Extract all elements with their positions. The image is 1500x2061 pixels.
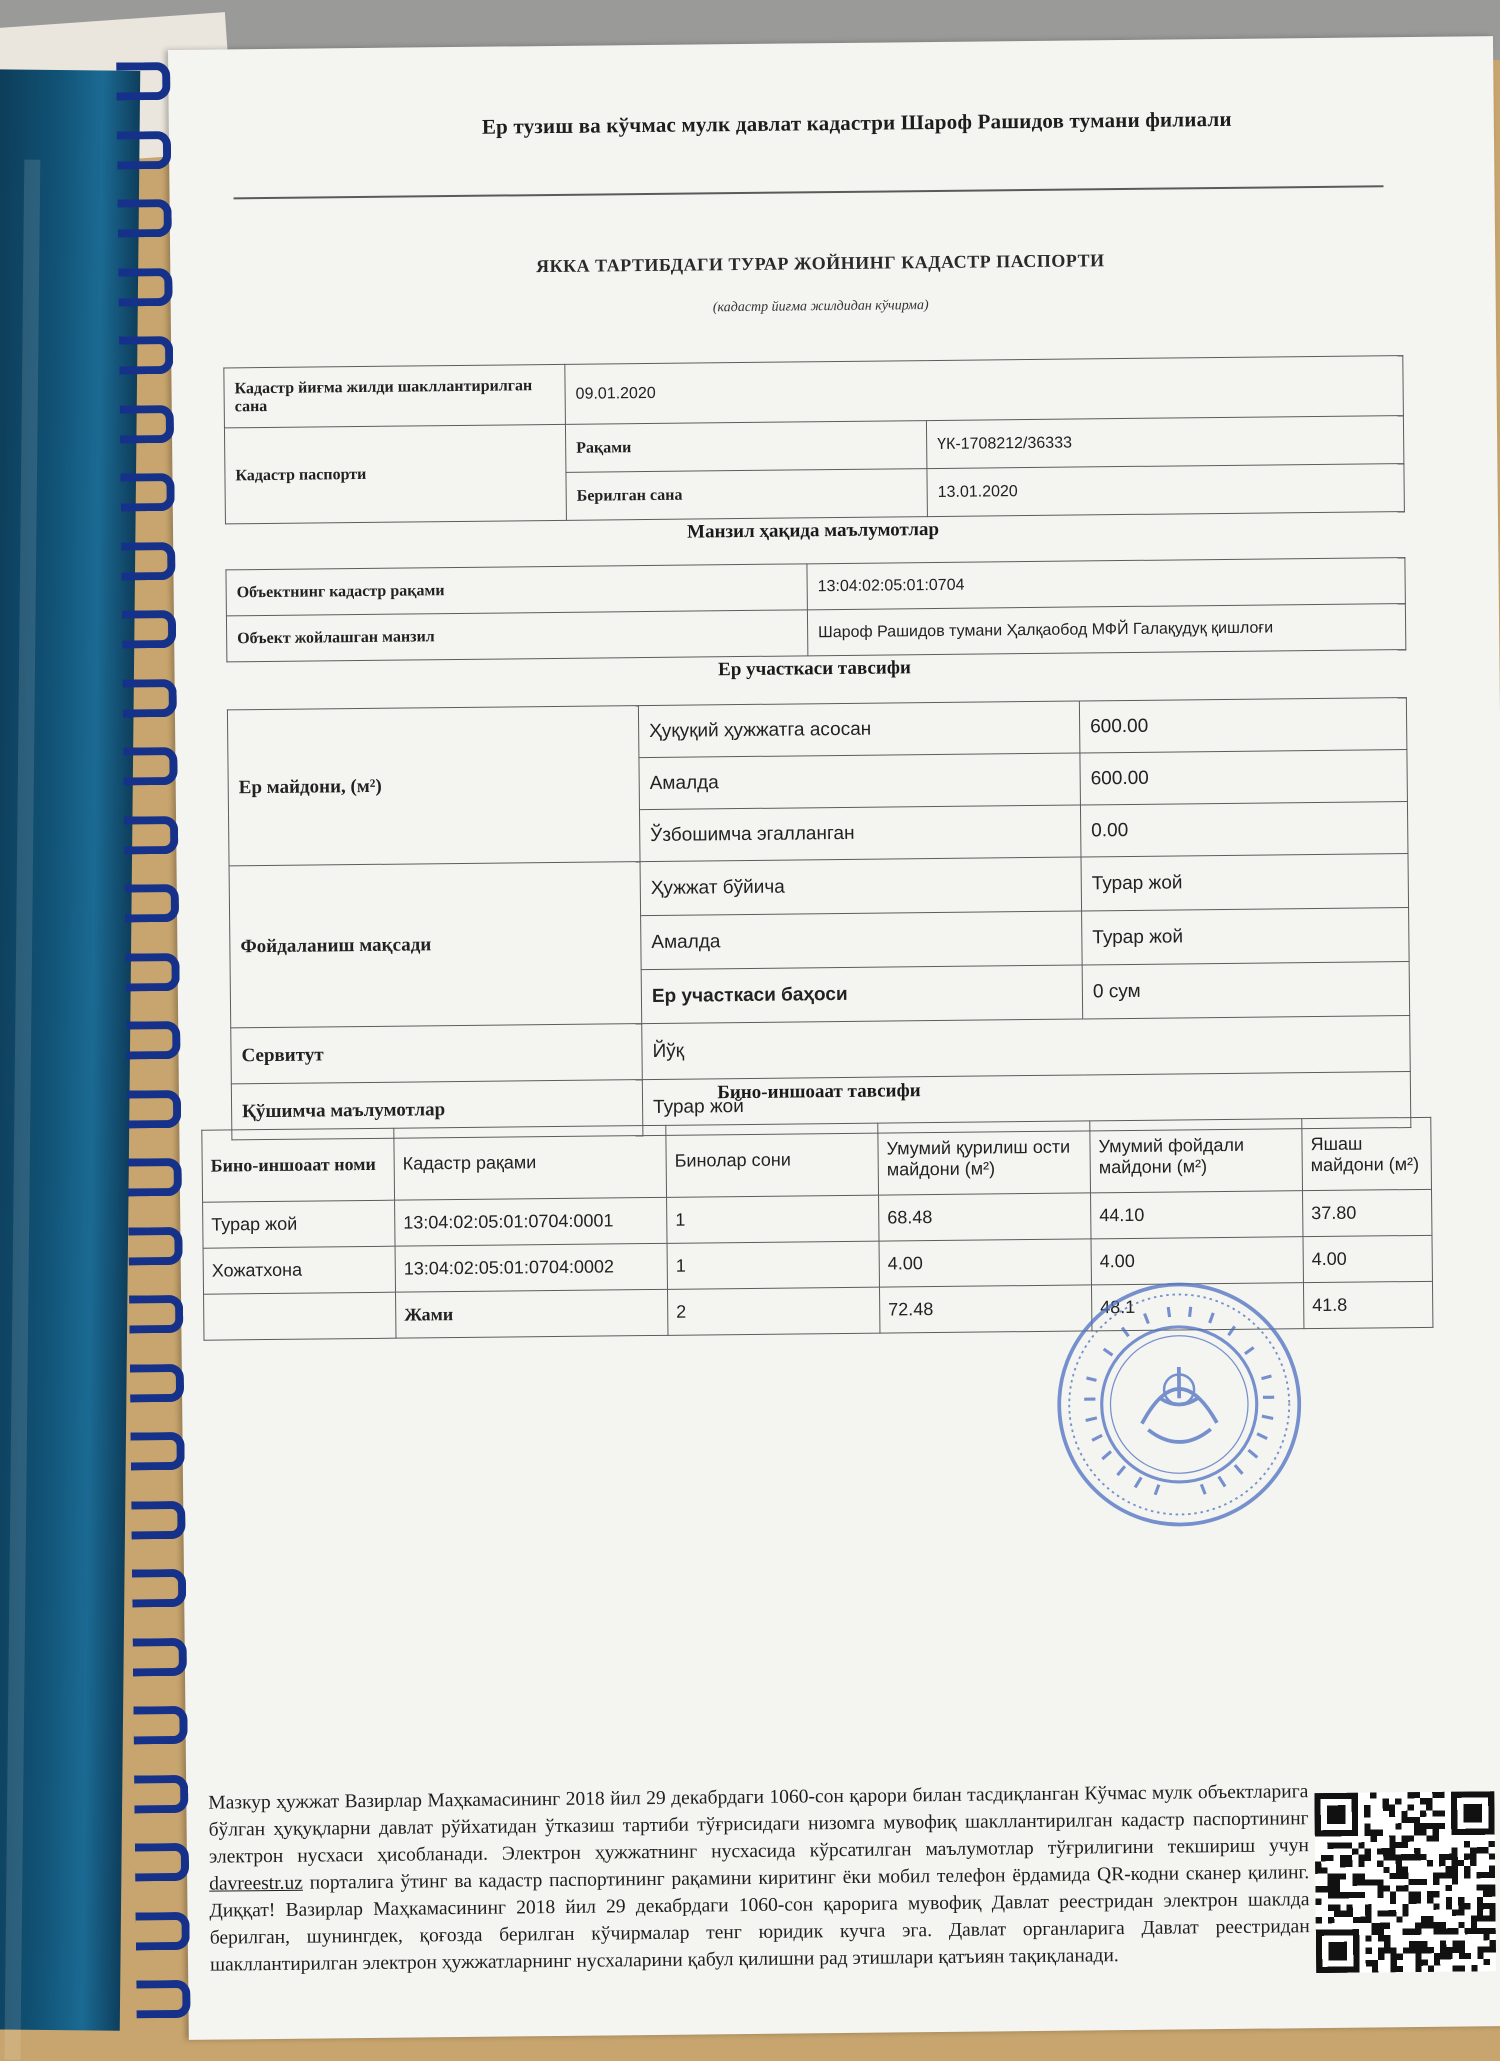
binding-coil bbox=[123, 747, 177, 786]
binding-coil bbox=[133, 1706, 187, 1745]
buildings-header-cell: Кадастр рақами bbox=[394, 1125, 667, 1200]
extra-info-label: Қўшимча маълумотлар bbox=[231, 1080, 643, 1140]
land-area-row-value: 0.00 bbox=[1080, 802, 1408, 857]
purpose-row-value: Турар жой bbox=[1081, 854, 1409, 911]
land-table bbox=[227, 697, 1411, 1140]
building-cell: 37.80 bbox=[1303, 1189, 1432, 1236]
buildings-header-cell: Бинолар сони bbox=[666, 1123, 879, 1197]
cadastre-number-label: Объектнинг кадастр рақами bbox=[226, 564, 807, 616]
building-cell: 13:04:02:05:01:0704:0001 bbox=[395, 1197, 667, 1246]
total-cell: 2 bbox=[668, 1287, 880, 1335]
binding-coil bbox=[135, 1911, 189, 1950]
building-cell: 1 bbox=[667, 1241, 879, 1289]
binding-coil bbox=[129, 1295, 183, 1334]
header-divider bbox=[234, 185, 1384, 199]
binding-coil bbox=[125, 884, 179, 923]
binding-coil bbox=[120, 473, 174, 512]
binding-coil bbox=[130, 1432, 184, 1471]
buildings-header-cell: Бино-иншоаат номи bbox=[202, 1128, 395, 1202]
davreestr-link[interactable]: davreestr.uz bbox=[209, 1872, 303, 1895]
formed-date-label: Кадастр йиғма жилди шакллантирилган сана bbox=[224, 364, 566, 428]
total-cell: 41.8 bbox=[1303, 1281, 1432, 1328]
building-cell: 1 bbox=[667, 1195, 879, 1243]
binding-coil bbox=[124, 815, 178, 854]
binding-coil bbox=[121, 541, 175, 580]
land-area-row-label: Ҳуқуқий ҳужжатга асосан bbox=[638, 701, 1080, 758]
binder-glare bbox=[4, 160, 40, 2060]
binding-coil bbox=[134, 1774, 188, 1813]
land-area-row-label: Амалда bbox=[639, 753, 1081, 810]
total-cell: 72.48 bbox=[879, 1285, 1091, 1333]
passport-number-label: Рақами bbox=[565, 421, 926, 473]
binding-coil bbox=[122, 610, 176, 649]
cadastre-number-value: 13:04:02:05:01:0704 bbox=[807, 558, 1405, 610]
total-cell: 48.1 bbox=[1091, 1283, 1303, 1331]
buildings-header-cell: Умумий фойдали майдони (м²) bbox=[1090, 1119, 1303, 1193]
purpose-label: Фойдаланиш мақсади bbox=[229, 862, 642, 1028]
building-cell: 4.00 bbox=[879, 1239, 1091, 1287]
binding-coil bbox=[127, 1089, 181, 1128]
binding-coil bbox=[123, 678, 177, 717]
binding-coil bbox=[125, 952, 179, 991]
land-price-label: Ер участкаси баҳоси bbox=[641, 965, 1083, 1024]
qr-code-icon[interactable] bbox=[1314, 1791, 1496, 1973]
building-cell: 4.00 bbox=[1303, 1235, 1432, 1282]
land-price-value: 0 сум bbox=[1082, 962, 1410, 1019]
passport-label: Кадастр паспорти bbox=[224, 424, 566, 524]
binding-coil bbox=[130, 1363, 184, 1402]
total-label: Жами bbox=[396, 1289, 668, 1338]
formed-date-value: 09.01.2020 bbox=[565, 356, 1404, 425]
purpose-row-label: Амалда bbox=[641, 911, 1083, 970]
footer-text: Мазкур ҳужжат Вазирлар Маҳкамасининг 2018 йил 29 декабрдаги 1060-сон қарори билан тасдиқланган Кўчмас мулк объектларига бўлган ҳуқуқларни давлат рўйхатидан ўтказиш тартиби тўғрисидаги низомга мувофиқ шакллантирилган кадастр паспортининг электрон нусхаси ҳисобланади. Электрон ҳужжатнинг нусхасида кўрсатилган маълумотлар тўғрилигини текшириш учун bbox=[208, 1781, 1309, 1868]
servitude-label: Сервитут bbox=[231, 1024, 643, 1084]
location-label: Объект жойлашган манзил bbox=[226, 610, 807, 662]
binding-coil bbox=[118, 199, 172, 238]
binding-coil bbox=[119, 336, 173, 375]
building-cell: Хожатхона bbox=[203, 1246, 395, 1294]
passport-table bbox=[223, 355, 1405, 524]
official-seal-stamp-icon bbox=[1053, 1278, 1306, 1531]
land-area-label: Ер майдони, (м²) bbox=[227, 706, 640, 866]
binding-coil bbox=[117, 130, 171, 169]
buildings-section-title: Бино-иншоаат тавсифи bbox=[717, 1080, 921, 1104]
document-page bbox=[168, 36, 1500, 2040]
land-area-row-value: 600.00 bbox=[1080, 750, 1408, 805]
binding-coil bbox=[116, 62, 170, 101]
building-cell: 13:04:02:05:01:0704:0002 bbox=[395, 1243, 667, 1292]
servitude-value: Йўқ bbox=[642, 1016, 1411, 1080]
binding-coil bbox=[133, 1637, 187, 1676]
issued-date-label: Берилган сана bbox=[566, 469, 927, 521]
building-cell: Турар жой bbox=[203, 1200, 395, 1248]
binding-coil bbox=[136, 1980, 190, 2019]
building-cell: 44.10 bbox=[1091, 1191, 1303, 1239]
buildings-header-cell: Умумий қурилиш ости майдони (м²) bbox=[878, 1121, 1091, 1195]
footer-text: порталига ўтинг ва кадастр паспортининг рақамини киритинг ёки мобил телефон ёрдамида QR-кодни сканер қилинг. Диққат! Вазирлар Маҳкамасининг 2018 йил 29 декабрдаги 1060-сон қарорига мувофиқ Давлат реестридан электрон шаклда берилган, шунингдек, қоғозда берилган кўчирмалар тенг юридик кучга эга. Давлат органларига Давлат реестридан шакллантирилган электрон ҳужжатларнинг нусхаларини қабул қилишни рад этишлари қатъиян тақиқланади. bbox=[209, 1862, 1310, 1976]
building-cell: 4.00 bbox=[1091, 1237, 1303, 1285]
binding-coil bbox=[126, 1021, 180, 1060]
land-section-title: Ер участкаси тавсифи bbox=[718, 657, 912, 681]
document-subtitle: (кадастр йиғма жилдидан кўчирма) bbox=[712, 298, 929, 316]
binding-coil bbox=[132, 1569, 186, 1608]
document-title: ЯККА ТАРТИБДАГИ ТУРАР ЖОЙНИНГ КАДАСТР ПАСПОРТИ bbox=[535, 250, 1105, 277]
land-area-row-label: Ўзбошимча эгалланган bbox=[639, 805, 1081, 862]
footer-notice bbox=[208, 1778, 1310, 1979]
binding-coil bbox=[131, 1500, 185, 1539]
binding-coil bbox=[135, 1843, 189, 1882]
binding-coil bbox=[118, 267, 172, 306]
address-section-title: Манзил ҳақида маълумотлар bbox=[686, 518, 940, 543]
location-value: Шароф Рашидов тумани Ҳалқаобод МФЙ Галақудуқ қишлоғи bbox=[807, 604, 1405, 656]
land-area-row-value: 600.00 bbox=[1079, 698, 1407, 753]
passport-number-value: ҮК-1708212/36333 bbox=[926, 416, 1403, 469]
binding-coil bbox=[128, 1226, 182, 1265]
binding-coil bbox=[128, 1158, 182, 1197]
purpose-row-label: Ҳужжат бўйича bbox=[640, 857, 1082, 916]
extra-info-value: Турар жой bbox=[642, 1072, 1411, 1136]
buildings-header-cell: Яшаш майдони (м²) bbox=[1302, 1117, 1432, 1190]
total-cell bbox=[204, 1292, 396, 1340]
building-cell: 68.48 bbox=[879, 1193, 1091, 1241]
issued-date-value: 13.01.2020 bbox=[927, 464, 1404, 517]
address-table bbox=[225, 557, 1406, 662]
purpose-row-value: Турар жой bbox=[1082, 908, 1410, 965]
binding-coil bbox=[120, 404, 174, 443]
organization-header: Ер тузиш ва кўчмас мулк давлат кадастри Шароф Рашидов тумани филиали bbox=[481, 106, 1232, 139]
